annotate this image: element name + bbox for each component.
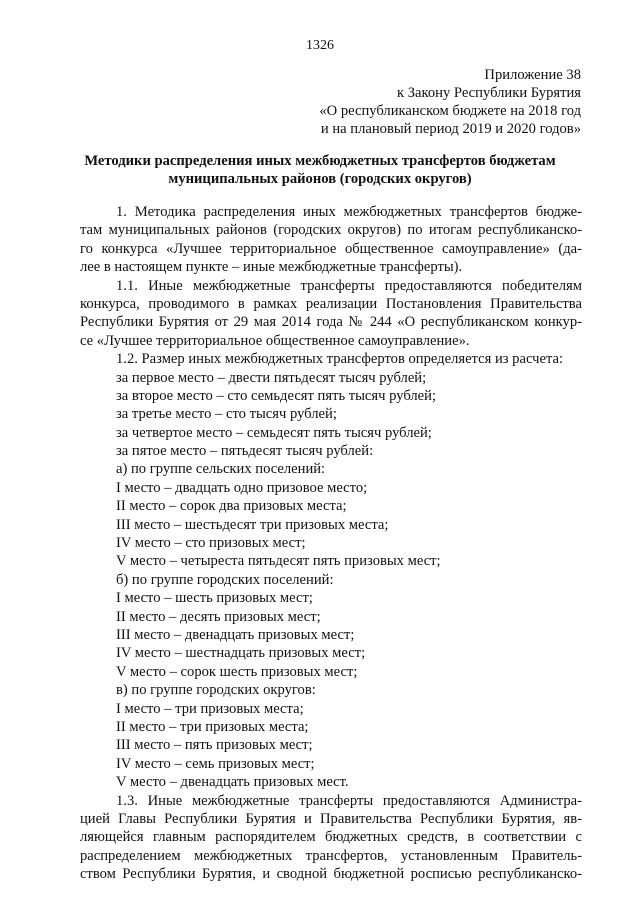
title-line: Методики распределения иных межбюджетных трансфертов бюджетам <box>84 153 556 169</box>
list-item: IV место – шестнадцать призовых мест; <box>116 645 366 662</box>
list-item: V место – четыреста пятьдесят пять призовых мест; <box>116 553 441 570</box>
list-item: II место – десять призовых мест; <box>116 608 321 625</box>
body-text <box>80 203 582 883</box>
list-item: I место – шесть призовых мест; <box>116 590 313 607</box>
list-item: а) по группе сельских поселений: <box>116 461 326 478</box>
list-item: II место – три призовых места; <box>116 718 309 735</box>
list-item: за пятое место – пятьдесят тысяч рублей: <box>116 443 374 460</box>
paragraph-line: го конкурса «Лучшее территориальное общественное самоуправление» (да- <box>80 240 582 257</box>
list-item: V место – сорок шесть призовых мест; <box>116 663 358 680</box>
paragraph-line: там муниципальных районов (городских округов) по итогам республиканско- <box>80 222 582 239</box>
appendix-header <box>319 66 581 138</box>
list-item: III место – пять призовых мест; <box>116 737 313 754</box>
appendix-line: к Закону Республики Бурятия <box>396 85 581 101</box>
paragraph-line: конкурса, проводимого в рамках реализации Постановления Правительства <box>80 295 582 312</box>
title-line: муниципальных районов (городских округов) <box>168 171 472 187</box>
paragraph-line: ляющейся главным распорядителем бюджетных средств, в соответствии с <box>80 829 582 846</box>
list-item: IV место – сто призовых мест; <box>116 535 306 552</box>
list-item: IV место – семь призовых мест; <box>116 755 315 772</box>
document-title <box>0 152 640 188</box>
list-item: за второе место – сто семьдесят пять тысяч рублей; <box>116 387 437 404</box>
list-item: б) по группе городских поселений: <box>116 571 334 588</box>
appendix-line: «О республиканском бюджете на 2018 год <box>319 103 581 119</box>
appendix-line: и на плановый период 2019 и 2020 годов» <box>320 121 581 137</box>
list-item: за третье место – сто тысяч рублей; <box>116 406 337 423</box>
list-item: III место – шестьдесят три призовых места; <box>116 516 389 533</box>
list-item: за четвертое место – семьдесят пять тысяч рублей; <box>116 424 432 441</box>
page-number: 1326 <box>306 38 334 53</box>
list-item: III место – двенадцать призовых мест; <box>116 626 355 643</box>
list-item: за первое место – двести пятьдесят тысяч рублей; <box>116 369 427 386</box>
paragraph-line: 1.2. Размер иных межбюджетных трансфертов определяется из расчета: <box>116 351 564 368</box>
paragraph-line: 1.3. Иные межбюджетные трансферты предоставляются Администра- <box>116 792 582 809</box>
list-item: I место – двадцать одно призовое место; <box>116 479 368 496</box>
paragraph-line: Республики Бурятия от 29 мая 2014 года № 244 «О республиканском конкур- <box>80 314 582 331</box>
paragraph-line: 1. Методика распределения иных межбюджетных трансфертов бюдже- <box>116 204 582 220</box>
list-item: I место – три призовых места; <box>116 700 304 717</box>
paragraph-line: лее в настоящем пункте – иные межбюджетные трансферты). <box>80 259 463 276</box>
list-item: II место – сорок два призовых места; <box>116 498 347 515</box>
appendix-line: Приложение 38 <box>484 67 581 83</box>
list-item: в) по группе городских округов: <box>116 682 316 699</box>
paragraph-line: се «Лучшее территориальное общественное самоуправление». <box>80 332 470 349</box>
paragraph-line: ством Республики Бурятия, и сводной бюджетной росписью республиканско- <box>80 866 582 883</box>
paragraph-line: цией Главы Республики Бурятия и Правительства Республики Бурятия, яв- <box>80 810 582 827</box>
list-item: V место – двенадцать призовых мест. <box>116 774 349 791</box>
paragraph-line: 1.1. Иные межбюджетные трансферты предоставляются победителям <box>116 277 582 294</box>
paragraph-line: распределением межбюджетных трансфертов, установленным Правитель- <box>80 847 582 864</box>
